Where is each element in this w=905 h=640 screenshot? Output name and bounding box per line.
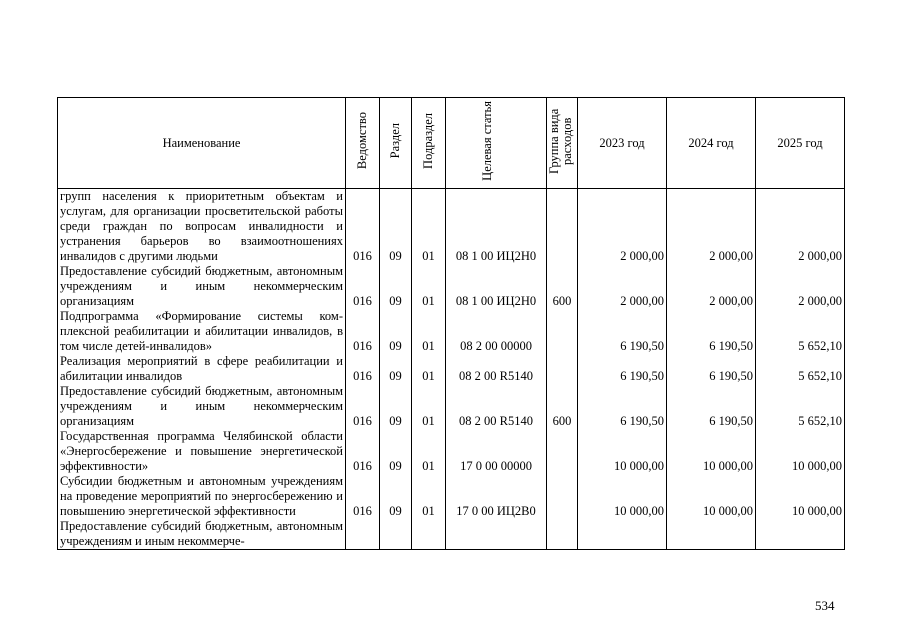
cell-name: Предоставление субсидий бюджетным, автономным учреждениям и иным некоммерческим организациям bbox=[58, 384, 346, 429]
cell-name: групп населения к приоритетным объектам и услугам, для организации просветительской работы среди граждан по вопросам инвалидности и устранения барьеров во взаимоотношениях инвалидов с другими людьми bbox=[58, 189, 346, 265]
header-name: Наименование bbox=[58, 98, 346, 189]
cell-cs: 08 2 00 00000 bbox=[446, 309, 547, 354]
cell-y2025: 5 652,10 bbox=[756, 354, 845, 384]
cell-y2024: 2 000,00 bbox=[667, 264, 756, 309]
cell-cs bbox=[446, 519, 547, 550]
cell-y2024: 10 000,00 bbox=[667, 429, 756, 474]
cell-y2023: 2 000,00 bbox=[578, 264, 667, 309]
cell-gvr bbox=[547, 519, 578, 550]
cell-y2024: 2 000,00 bbox=[667, 189, 756, 265]
cell-razd: 09 bbox=[380, 309, 412, 354]
table-row bbox=[58, 519, 845, 550]
cell-razd: 09 bbox=[380, 429, 412, 474]
table-row bbox=[58, 429, 845, 474]
cell-y2025: 2 000,00 bbox=[756, 189, 845, 265]
header-gruppa-vida-rashodov: Группа вида расходов bbox=[547, 98, 578, 189]
cell-y2025: 10 000,00 bbox=[756, 474, 845, 519]
cell-podr: 01 bbox=[412, 309, 446, 354]
cell-gvr bbox=[547, 189, 578, 265]
cell-ved: 016 bbox=[346, 189, 380, 265]
cell-y2025: 2 000,00 bbox=[756, 264, 845, 309]
cell-razd bbox=[380, 519, 412, 550]
cell-ved: 016 bbox=[346, 354, 380, 384]
cell-gvr bbox=[547, 354, 578, 384]
cell-gvr: 600 bbox=[547, 384, 578, 429]
cell-y2025: 5 652,10 bbox=[756, 309, 845, 354]
cell-ved: 016 bbox=[346, 429, 380, 474]
cell-y2025: 10 000,00 bbox=[756, 429, 845, 474]
cell-ved: 016 bbox=[346, 384, 380, 429]
cell-y2023: 6 190,50 bbox=[578, 354, 667, 384]
budget-table bbox=[57, 97, 845, 550]
header-vedomstvo: Ведомство bbox=[346, 98, 380, 189]
cell-y2023: 10 000,00 bbox=[578, 474, 667, 519]
table-row bbox=[58, 309, 845, 354]
cell-y2023: 6 190,50 bbox=[578, 309, 667, 354]
cell-podr: 01 bbox=[412, 384, 446, 429]
cell-cs: 08 2 00 R5140 bbox=[446, 354, 547, 384]
header-2023: 2023 год bbox=[578, 98, 667, 189]
header-celevaya-statya: Целевая статья bbox=[446, 98, 547, 189]
cell-name: Реализация мероприятий в сфере реабилитации и абилитации инвалидов bbox=[58, 354, 346, 384]
cell-y2023: 6 190,50 bbox=[578, 384, 667, 429]
cell-gvr: 600 bbox=[547, 264, 578, 309]
cell-razd: 09 bbox=[380, 264, 412, 309]
table-row bbox=[58, 264, 845, 309]
header-razdel: Раздел bbox=[380, 98, 412, 189]
header-2024: 2024 год bbox=[667, 98, 756, 189]
table-row bbox=[58, 384, 845, 429]
cell-podr: 01 bbox=[412, 189, 446, 265]
table-header-row bbox=[58, 98, 845, 189]
cell-razd: 09 bbox=[380, 189, 412, 265]
cell-name: Государственная программа Челябинской области «Энергосбережение и повышение энергетической эффективности» bbox=[58, 429, 346, 474]
cell-y2024: 6 190,50 bbox=[667, 384, 756, 429]
header-2025: 2025 год bbox=[756, 98, 845, 189]
header-podrazdel: Подраздел bbox=[412, 98, 446, 189]
cell-y2023 bbox=[578, 519, 667, 550]
cell-razd: 09 bbox=[380, 354, 412, 384]
cell-gvr bbox=[547, 429, 578, 474]
cell-razd: 09 bbox=[380, 384, 412, 429]
cell-y2024: 6 190,50 bbox=[667, 354, 756, 384]
cell-y2024: 6 190,50 bbox=[667, 309, 756, 354]
table-row bbox=[58, 189, 845, 265]
cell-name: Подпрограмма «Формирование системы комплексной реабилитации и абилитации инвалидов, в том числе детей-инвалидов» bbox=[58, 309, 346, 354]
table-row bbox=[58, 354, 845, 384]
cell-cs: 08 1 00 ИЦ2Н0 bbox=[446, 264, 547, 309]
cell-y2023: 2 000,00 bbox=[578, 189, 667, 265]
cell-ved: 016 bbox=[346, 474, 380, 519]
cell-gvr bbox=[547, 309, 578, 354]
table-row bbox=[58, 474, 845, 519]
cell-cs: 17 0 00 ИЦ2В0 bbox=[446, 474, 547, 519]
cell-cs: 08 2 00 R5140 bbox=[446, 384, 547, 429]
cell-name: Предоставление субсидий бюджетным, автономным учреждениям и иным некоммерче- bbox=[58, 519, 346, 550]
cell-podr bbox=[412, 519, 446, 550]
cell-ved: 016 bbox=[346, 309, 380, 354]
cell-podr: 01 bbox=[412, 474, 446, 519]
cell-y2025: 5 652,10 bbox=[756, 384, 845, 429]
cell-razd: 09 bbox=[380, 474, 412, 519]
cell-name: Субсидии бюджетным и автономным учреждениям на проведение мероприятий по энергосбережению и повышению энергетической эффективности bbox=[58, 474, 346, 519]
page-number: 534 bbox=[815, 598, 835, 613]
cell-podr: 01 bbox=[412, 354, 446, 384]
cell-y2024 bbox=[667, 519, 756, 550]
cell-ved: 016 bbox=[346, 264, 380, 309]
cell-ved bbox=[346, 519, 380, 550]
cell-podr: 01 bbox=[412, 264, 446, 309]
cell-name: Предоставление субсидий бюджетным, автономным учреждениям и иным некоммерческим организациям bbox=[58, 264, 346, 309]
cell-gvr bbox=[547, 474, 578, 519]
cell-cs: 17 0 00 00000 bbox=[446, 429, 547, 474]
cell-y2024: 10 000,00 bbox=[667, 474, 756, 519]
cell-cs: 08 1 00 ИЦ2Н0 bbox=[446, 189, 547, 265]
cell-y2023: 10 000,00 bbox=[578, 429, 667, 474]
cell-y2025 bbox=[756, 519, 845, 550]
cell-podr: 01 bbox=[412, 429, 446, 474]
